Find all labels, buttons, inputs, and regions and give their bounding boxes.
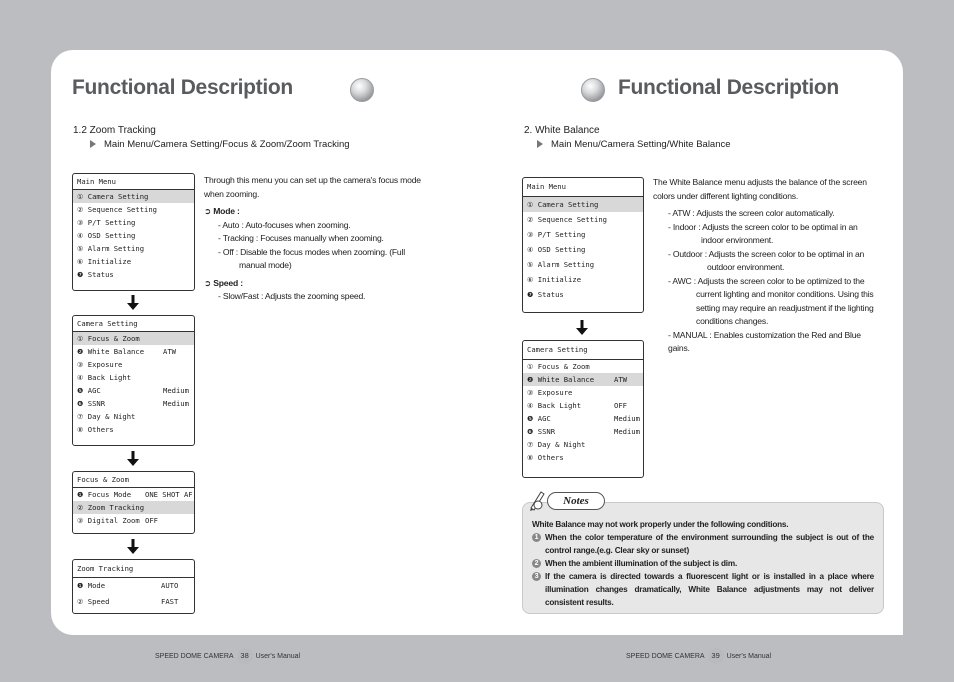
menu-row: ❺ AGC Medium <box>527 414 640 423</box>
menu-header: Main Menu <box>73 174 194 190</box>
number-badge: 2 <box>532 559 541 568</box>
menu-path-left <box>90 139 350 150</box>
white-balance-description <box>653 176 881 356</box>
menu-row: ④ OSD Setting <box>527 245 586 254</box>
intro-text: Through this menu you can set up the camera's focus mode when zooming. <box>204 175 421 199</box>
menu-row: ① Focus & Zoom <box>527 362 590 371</box>
sphere-icon <box>350 78 374 102</box>
menu-value: Medium <box>614 427 640 436</box>
mode-item: - Tracking : Focuses manually when zooming. <box>218 233 384 243</box>
note-item: 3 If the camera is directed towards a fluorescent light or is installed in a place where illumination changes dramatically, White Balance adjustments may not deliver consistent results. <box>532 570 874 609</box>
notes-label: Notes <box>547 492 605 510</box>
focus-zoom-box <box>72 471 195 534</box>
menu-value: Medium <box>614 414 640 423</box>
main-menu-box <box>522 177 644 313</box>
wb-option-cont: conditions changes. <box>696 316 769 326</box>
camera-setting-box <box>72 315 195 446</box>
menu-row: ❷ White Balance ATW <box>523 373 643 386</box>
menu-row: ④ Back Light OFF <box>527 401 627 410</box>
page-title-right: Functional Description <box>618 76 839 99</box>
page-number: 38 <box>237 648 253 664</box>
footer-left: SPEED DOME CAMERA 38 User's Manual <box>155 648 300 664</box>
menu-row: ② Sequence Setting <box>527 215 608 224</box>
notes-intro: White Balance may not work properly under the following conditions. <box>532 520 789 529</box>
menu-header: Zoom Tracking <box>73 560 194 578</box>
menu-row: ③ Digital Zoom OFF <box>77 516 158 525</box>
menu-path-text: Main Menu/Camera Setting/White Balance <box>551 139 731 150</box>
menu-row: ② Zoom Tracking <box>73 501 194 514</box>
wb-option: - MANUAL : Enables customization the Red and Blue gains. <box>668 329 861 353</box>
wb-option-cont: outdoor environment. <box>707 262 785 272</box>
menu-row: ① Camera Setting <box>73 190 194 203</box>
pencil-hand-icon <box>527 488 547 512</box>
menu-row: ⑦ Day & Night <box>527 440 586 449</box>
menu-row: ❷ White Balance ATW <box>77 347 176 356</box>
mode-item: - Auto : Auto-focuses when zooming. <box>218 219 351 230</box>
page-number: 39 <box>708 648 724 664</box>
section-title-left: 1.2 Zoom Tracking <box>73 125 156 136</box>
camera-setting-box <box>522 340 644 478</box>
mode-item: - Off : Disable the focus modes when zooming. (Full <box>218 246 405 257</box>
intro-text: The White Balance menu adjusts the balance of the screen colors under different lighting conditions. <box>653 177 867 201</box>
circle-arrow-icon: ➲ <box>204 277 212 288</box>
menu-value: AUTO <box>161 581 179 590</box>
wb-option-cont: indoor environment. <box>701 235 774 245</box>
menu-row: ⑧ Others <box>527 453 564 462</box>
menu-row: ⑤ Alarm Setting <box>527 260 595 269</box>
menu-row: ③ Exposure <box>77 360 123 369</box>
sphere-icon <box>581 78 605 102</box>
speed-heading: ➲ Speed : <box>204 277 243 288</box>
wb-option-cont: setting may require an readjustment if the lighting <box>696 302 874 313</box>
menu-row: ❼ Status <box>77 270 114 279</box>
note-item: 1 When the color temperature of the environment surrounding the subject is out of the control range.(e.g. Clear sky or sunset) <box>532 531 874 557</box>
menu-row: ③ P/T Setting <box>77 218 136 227</box>
triangle-bullet-icon <box>90 140 96 148</box>
down-arrow-icon <box>127 451 139 466</box>
zoom-tracking-box <box>72 559 195 614</box>
footer-right: SPEED DOME CAMERA 39 User's Manual <box>626 648 771 664</box>
wb-option: - ATW : Adjusts the screen color automatically. <box>668 208 835 218</box>
menu-row: ③ Exposure <box>527 388 573 397</box>
circle-arrow-icon: ➲ <box>204 206 212 216</box>
section-title-right: 2. White Balance <box>524 125 600 136</box>
number-badge: 3 <box>532 572 541 581</box>
wb-option: - AWC : Adjusts the screen color to be optimized to the <box>668 275 865 286</box>
mode-item: manual mode) <box>239 260 292 270</box>
wb-option: - Indoor : Adjusts the screen color to be optimal in an <box>668 221 858 232</box>
menu-row: ② Sequence Setting <box>77 205 158 214</box>
menu-row: ① Camera Setting <box>523 197 643 212</box>
speed-item: - Slow/Fast : Adjusts the zooming speed. <box>218 291 366 301</box>
menu-value: OFF <box>614 401 627 410</box>
menu-row: ⑦ Day & Night <box>77 412 136 421</box>
menu-value: Medium <box>163 399 189 408</box>
number-badge: 1 <box>532 533 541 542</box>
menu-row: ⑤ Alarm Setting <box>77 244 145 253</box>
menu-value: OFF <box>145 516 158 525</box>
menu-row: ❼ Status <box>527 290 564 299</box>
menu-row: ② Speed FAST <box>73 594 194 610</box>
menu-row: ④ Back Light <box>77 373 132 382</box>
menu-row: ④ OSD Setting <box>77 231 136 240</box>
notes-content <box>532 518 874 609</box>
menu-row: ⑥ Initialize <box>527 275 582 284</box>
menu-row: ❶ Focus Mode ONE SHOT AF <box>77 490 193 499</box>
menu-path-right <box>537 139 731 150</box>
menu-header: Focus & Zoom <box>73 472 194 488</box>
wb-option: - Outdoor : Adjusts the screen color to be optimal in an <box>668 248 865 259</box>
menu-row: ⑧ Others <box>77 425 114 434</box>
wb-option-cont: current lighting and monitor conditions. Using this <box>696 289 874 299</box>
note-item: 2 When the ambient illumination of the subject is dim. <box>532 557 874 570</box>
menu-row: ❻ SSNR Medium <box>77 399 189 408</box>
menu-value: ATW <box>163 347 176 356</box>
menu-header: Camera Setting <box>73 316 194 332</box>
menu-row: ❻ SSNR Medium <box>527 427 640 436</box>
menu-header: Camera Setting <box>523 341 643 360</box>
menu-path-text: Main Menu/Camera Setting/Focus & Zoom/Zoom Tracking <box>104 139 350 150</box>
page-title-left: Functional Description <box>72 76 293 99</box>
menu-value: ONE SHOT AF <box>145 490 193 499</box>
main-menu-box <box>72 173 195 291</box>
down-arrow-icon <box>576 320 588 335</box>
menu-header: Main Menu <box>523 178 643 197</box>
triangle-bullet-icon <box>537 140 543 148</box>
menu-row: ⑥ Initialize <box>77 257 132 266</box>
menu-row: ① Focus & Zoom <box>73 332 194 345</box>
down-arrow-icon <box>127 295 139 310</box>
wb-option-list <box>653 207 881 356</box>
menu-value: FAST <box>161 597 179 606</box>
menu-row: ❶ Mode AUTO <box>73 578 194 594</box>
menu-row: ③ P/T Setting <box>527 230 586 239</box>
zoom-tracking-description <box>204 174 422 304</box>
menu-value: ATW <box>614 375 627 384</box>
down-arrow-icon <box>127 539 139 554</box>
mode-heading: ➲ Mode : <box>204 206 240 216</box>
menu-row: ❺ AGC Medium <box>77 386 189 395</box>
menu-value: Medium <box>163 386 189 395</box>
